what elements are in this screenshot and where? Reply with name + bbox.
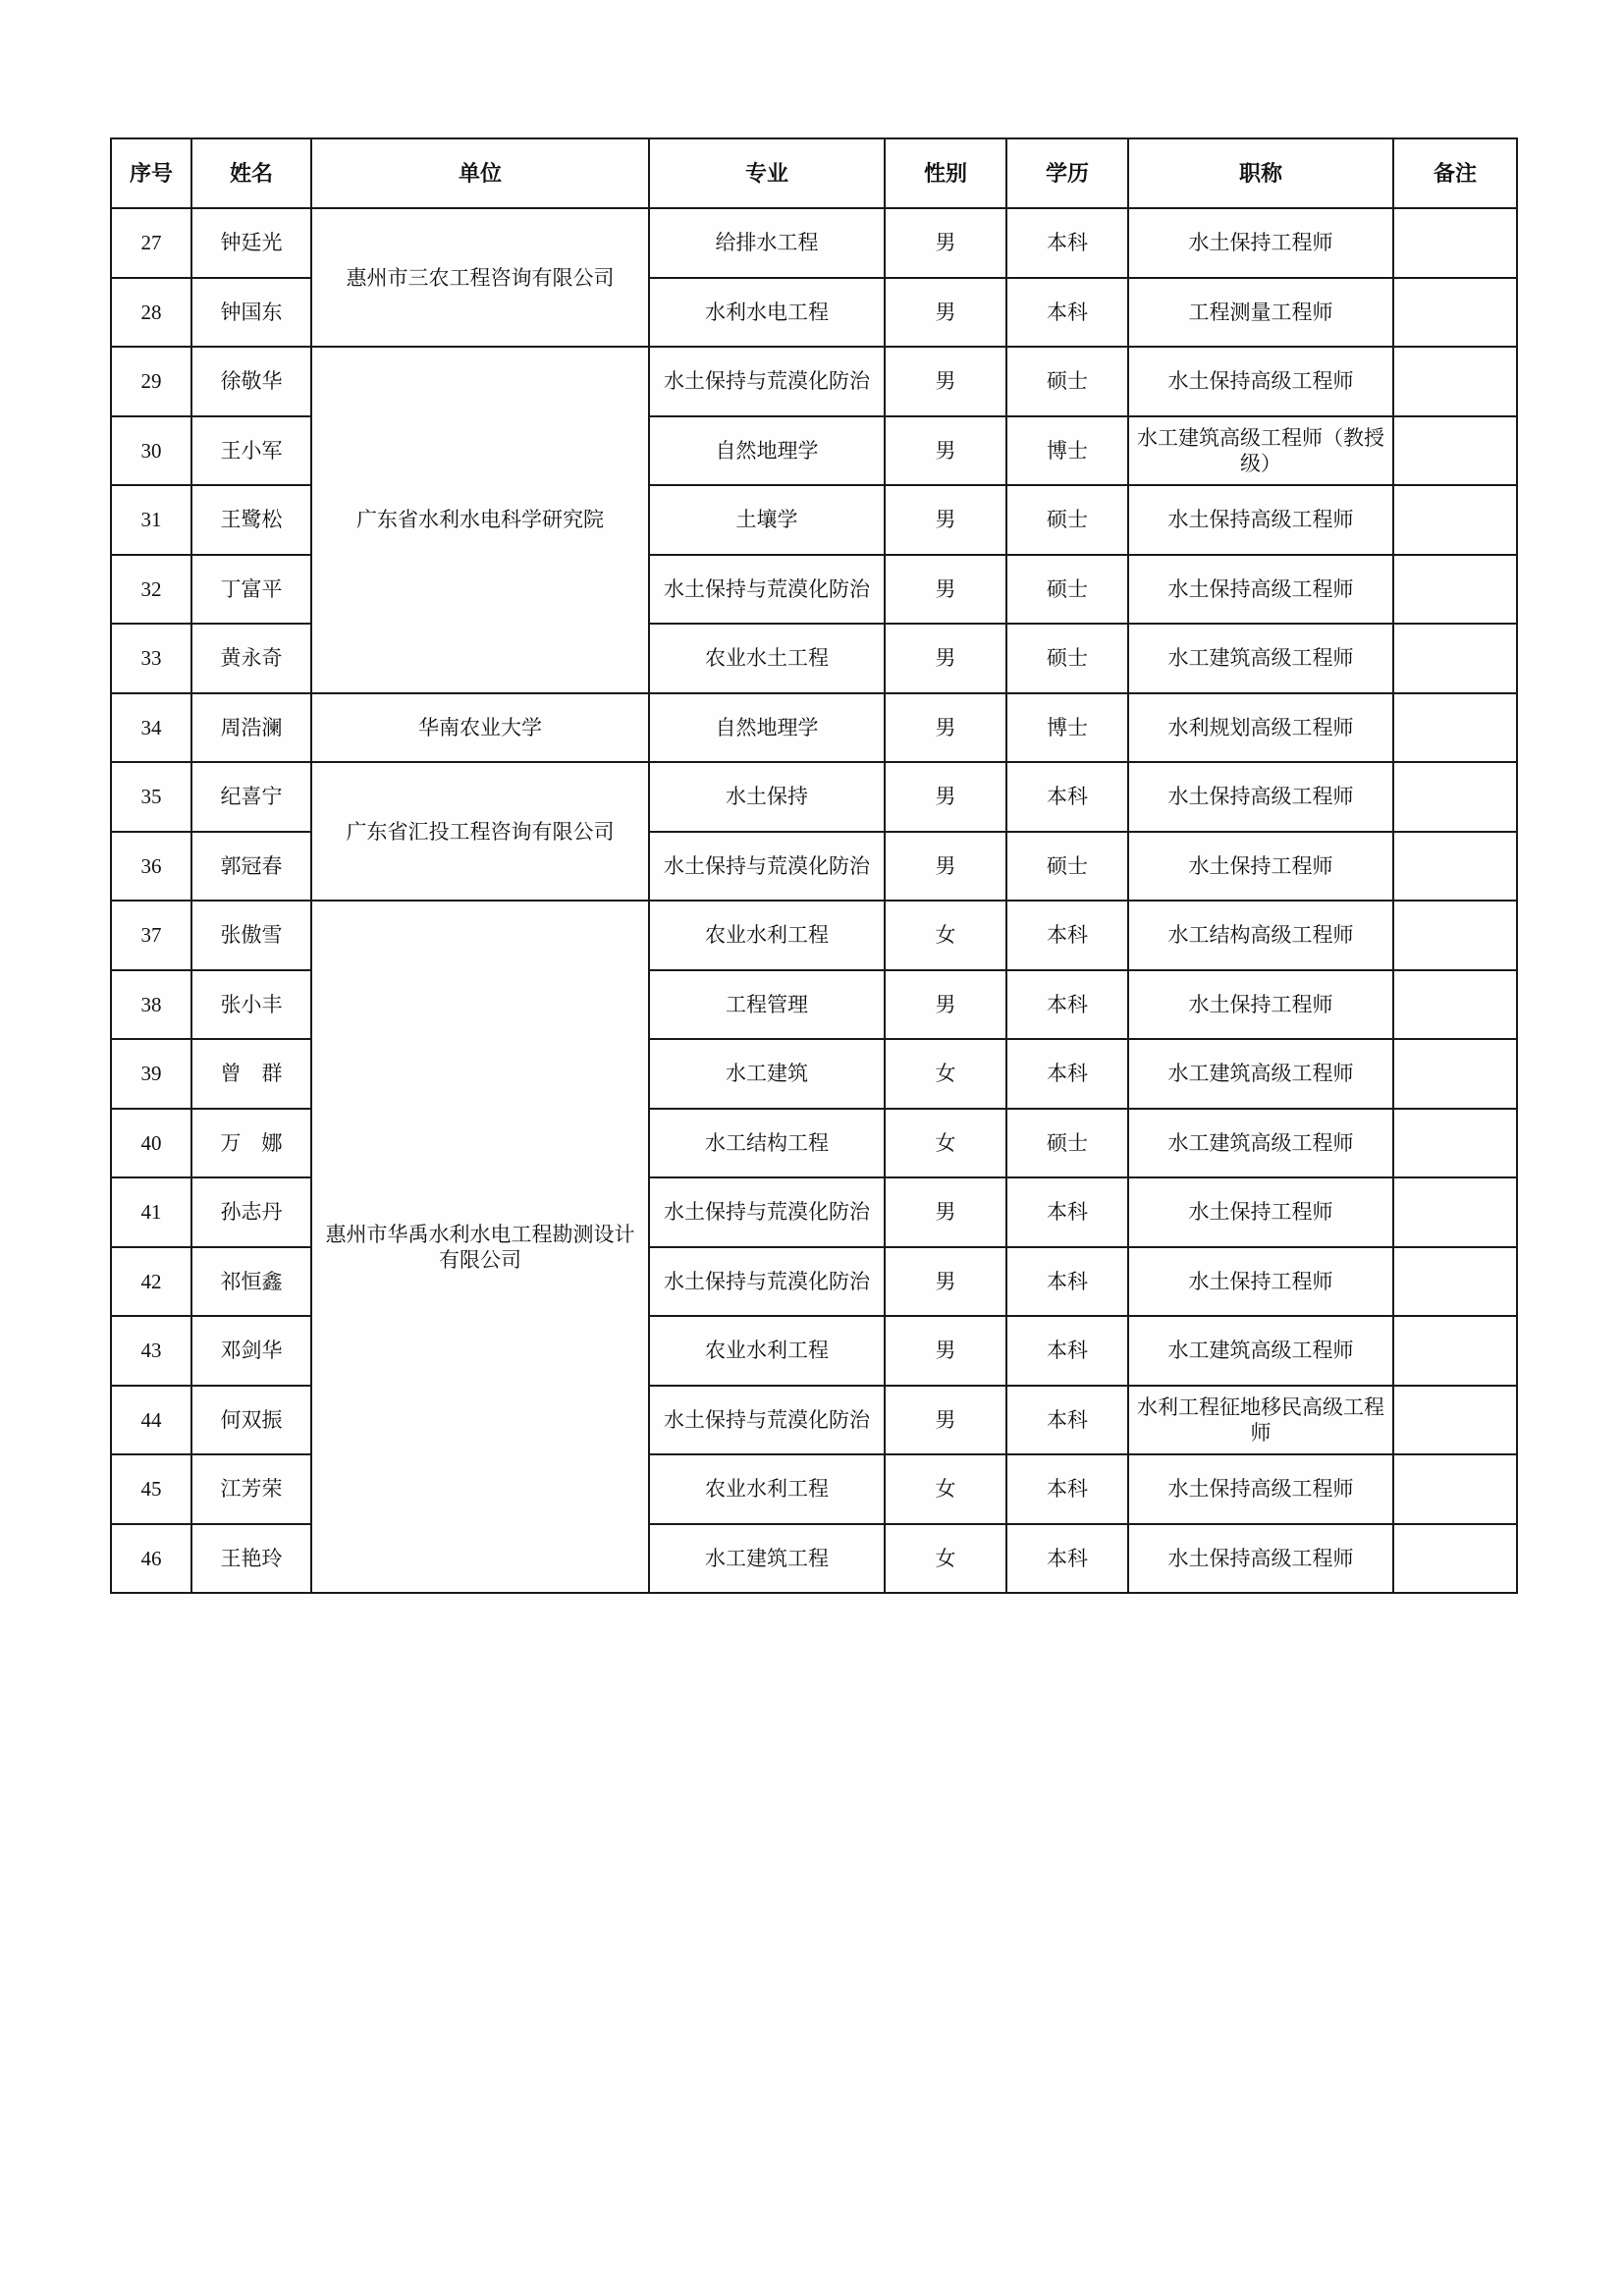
gender-cell: 男: [885, 1177, 1006, 1247]
education-cell: 博士: [1006, 693, 1128, 763]
title-cell: 水工建筑高级工程师（教授级）: [1128, 416, 1393, 486]
remarks-cell: [1393, 624, 1517, 693]
header-name: 姓名: [191, 138, 311, 208]
remarks-cell: [1393, 1109, 1517, 1178]
seq-cell: 40: [111, 1109, 191, 1178]
major-cell: 给排水工程: [649, 208, 885, 278]
seq-cell: 33: [111, 624, 191, 693]
education-cell: 本科: [1006, 970, 1128, 1040]
unit-cell: 惠州市三农工程咨询有限公司: [311, 208, 649, 347]
remarks-cell: [1393, 693, 1517, 763]
remarks-cell: [1393, 347, 1517, 416]
title-cell: 水工建筑高级工程师: [1128, 1316, 1393, 1386]
gender-cell: 男: [885, 208, 1006, 278]
title-cell: 水工建筑高级工程师: [1128, 1039, 1393, 1109]
title-cell: 水土保持工程师: [1128, 1247, 1393, 1317]
gender-cell: 男: [885, 1386, 1006, 1455]
title-cell: 水土保持工程师: [1128, 832, 1393, 902]
title-cell: 水利工程征地移民高级工程师: [1128, 1386, 1393, 1455]
gender-cell: 男: [885, 416, 1006, 486]
seq-cell: 28: [111, 278, 191, 348]
education-cell: 硕士: [1006, 624, 1128, 693]
name-cell: 张小丰: [191, 970, 311, 1040]
name-cell: 祁恒鑫: [191, 1247, 311, 1317]
table-row: [111, 693, 1517, 763]
major-cell: 水土保持: [649, 762, 885, 832]
education-cell: 本科: [1006, 1316, 1128, 1386]
gender-cell: 女: [885, 1524, 1006, 1594]
remarks-cell: [1393, 1386, 1517, 1455]
name-cell: 万 娜: [191, 1109, 311, 1178]
header-remarks: 备注: [1393, 138, 1517, 208]
education-cell: 本科: [1006, 1524, 1128, 1594]
education-cell: 本科: [1006, 1386, 1128, 1455]
title-cell: 水土保持高级工程师: [1128, 485, 1393, 555]
title-cell: 水工建筑高级工程师: [1128, 1109, 1393, 1178]
gender-cell: 男: [885, 624, 1006, 693]
education-cell: 硕士: [1006, 1109, 1128, 1178]
education-cell: 本科: [1006, 901, 1128, 970]
gender-cell: 男: [885, 1247, 1006, 1317]
education-cell: 本科: [1006, 1247, 1128, 1317]
remarks-cell: [1393, 1039, 1517, 1109]
major-cell: 土壤学: [649, 485, 885, 555]
major-cell: 农业水利工程: [649, 1454, 885, 1524]
remarks-cell: [1393, 416, 1517, 486]
gender-cell: 女: [885, 1454, 1006, 1524]
seq-cell: 32: [111, 555, 191, 625]
remarks-cell: [1393, 832, 1517, 902]
major-cell: 水利水电工程: [649, 278, 885, 348]
major-cell: 水工结构工程: [649, 1109, 885, 1178]
major-cell: 水土保持与荒漠化防治: [649, 1247, 885, 1317]
seq-cell: 36: [111, 832, 191, 902]
gender-cell: 女: [885, 1039, 1006, 1109]
seq-cell: 38: [111, 970, 191, 1040]
name-cell: 张傲雪: [191, 901, 311, 970]
name-cell: 何双振: [191, 1386, 311, 1455]
name-cell: 江芳荣: [191, 1454, 311, 1524]
remarks-cell: [1393, 1247, 1517, 1317]
seq-cell: 39: [111, 1039, 191, 1109]
education-cell: 硕士: [1006, 485, 1128, 555]
major-cell: 工程管理: [649, 970, 885, 1040]
gender-cell: 男: [885, 832, 1006, 902]
seq-cell: 42: [111, 1247, 191, 1317]
education-cell: 本科: [1006, 208, 1128, 278]
unit-cell: 惠州市华禹水利水电工程勘测设计有限公司: [311, 901, 649, 1593]
remarks-cell: [1393, 901, 1517, 970]
title-cell: 水土保持高级工程师: [1128, 555, 1393, 625]
major-cell: 农业水利工程: [649, 1316, 885, 1386]
major-cell: 自然地理学: [649, 416, 885, 486]
unit-cell: 华南农业大学: [311, 693, 649, 763]
seq-cell: 34: [111, 693, 191, 763]
name-cell: 钟廷光: [191, 208, 311, 278]
major-cell: 水工建筑: [649, 1039, 885, 1109]
seq-cell: 46: [111, 1524, 191, 1594]
name-cell: 周浩澜: [191, 693, 311, 763]
remarks-cell: [1393, 1454, 1517, 1524]
remarks-cell: [1393, 208, 1517, 278]
unit-cell: 广东省水利水电科学研究院: [311, 347, 649, 693]
gender-cell: 男: [885, 970, 1006, 1040]
name-cell: 孙志丹: [191, 1177, 311, 1247]
major-cell: 水土保持与荒漠化防治: [649, 555, 885, 625]
title-cell: 水工结构高级工程师: [1128, 901, 1393, 970]
education-cell: 本科: [1006, 762, 1128, 832]
education-cell: 硕士: [1006, 555, 1128, 625]
header-row: [111, 138, 1517, 208]
name-cell: 黄永奇: [191, 624, 311, 693]
gender-cell: 男: [885, 555, 1006, 625]
name-cell: 丁富平: [191, 555, 311, 625]
seq-cell: 37: [111, 901, 191, 970]
title-cell: 水土保持工程师: [1128, 208, 1393, 278]
title-cell: 水土保持工程师: [1128, 970, 1393, 1040]
title-cell: 水土保持高级工程师: [1128, 762, 1393, 832]
education-cell: 硕士: [1006, 347, 1128, 416]
education-cell: 本科: [1006, 1039, 1128, 1109]
education-cell: 本科: [1006, 1177, 1128, 1247]
table-row: [111, 347, 1517, 416]
seq-cell: 45: [111, 1454, 191, 1524]
remarks-cell: [1393, 970, 1517, 1040]
gender-cell: 男: [885, 485, 1006, 555]
seq-cell: 41: [111, 1177, 191, 1247]
education-cell: 博士: [1006, 416, 1128, 486]
header-seq: 序号: [111, 138, 191, 208]
major-cell: 水工建筑工程: [649, 1524, 885, 1594]
personnel-table: [110, 137, 1518, 1594]
header-education: 学历: [1006, 138, 1128, 208]
seq-cell: 35: [111, 762, 191, 832]
seq-cell: 29: [111, 347, 191, 416]
major-cell: 农业水土工程: [649, 624, 885, 693]
major-cell: 农业水利工程: [649, 901, 885, 970]
name-cell: 徐敬华: [191, 347, 311, 416]
title-cell: 水土保持高级工程师: [1128, 1454, 1393, 1524]
seq-cell: 27: [111, 208, 191, 278]
name-cell: 王小军: [191, 416, 311, 486]
remarks-cell: [1393, 485, 1517, 555]
gender-cell: 男: [885, 347, 1006, 416]
name-cell: 纪喜宁: [191, 762, 311, 832]
remarks-cell: [1393, 555, 1517, 625]
table-row: [111, 901, 1517, 970]
education-cell: 本科: [1006, 278, 1128, 348]
gender-cell: 男: [885, 693, 1006, 763]
education-cell: 本科: [1006, 1454, 1128, 1524]
remarks-cell: [1393, 278, 1517, 348]
major-cell: 自然地理学: [649, 693, 885, 763]
remarks-cell: [1393, 1316, 1517, 1386]
title-cell: 水工建筑高级工程师: [1128, 624, 1393, 693]
unit-cell: 广东省汇投工程咨询有限公司: [311, 762, 649, 901]
seq-cell: 43: [111, 1316, 191, 1386]
name-cell: 邓剑华: [191, 1316, 311, 1386]
seq-cell: 44: [111, 1386, 191, 1455]
remarks-cell: [1393, 1177, 1517, 1247]
header-major: 专业: [649, 138, 885, 208]
major-cell: 水土保持与荒漠化防治: [649, 1177, 885, 1247]
title-cell: 水利规划高级工程师: [1128, 693, 1393, 763]
header-unit: 单位: [311, 138, 649, 208]
table-row: [111, 208, 1517, 278]
major-cell: 水土保持与荒漠化防治: [649, 347, 885, 416]
gender-cell: 男: [885, 278, 1006, 348]
header-title: 职称: [1128, 138, 1393, 208]
gender-cell: 女: [885, 1109, 1006, 1178]
gender-cell: 女: [885, 901, 1006, 970]
title-cell: 水土保持工程师: [1128, 1177, 1393, 1247]
table-row: [111, 762, 1517, 832]
major-cell: 水土保持与荒漠化防治: [649, 1386, 885, 1455]
name-cell: 钟国东: [191, 278, 311, 348]
title-cell: 水土保持高级工程师: [1128, 1524, 1393, 1594]
name-cell: 王鹭松: [191, 485, 311, 555]
seq-cell: 31: [111, 485, 191, 555]
title-cell: 水土保持高级工程师: [1128, 347, 1393, 416]
name-cell: 王艳玲: [191, 1524, 311, 1594]
name-cell: 曾 群: [191, 1039, 311, 1109]
gender-cell: 男: [885, 762, 1006, 832]
remarks-cell: [1393, 1524, 1517, 1594]
name-cell: 郭冠春: [191, 832, 311, 902]
gender-cell: 男: [885, 1316, 1006, 1386]
header-gender: 性别: [885, 138, 1006, 208]
education-cell: 硕士: [1006, 832, 1128, 902]
major-cell: 水土保持与荒漠化防治: [649, 832, 885, 902]
remarks-cell: [1393, 762, 1517, 832]
title-cell: 工程测量工程师: [1128, 278, 1393, 348]
seq-cell: 30: [111, 416, 191, 486]
